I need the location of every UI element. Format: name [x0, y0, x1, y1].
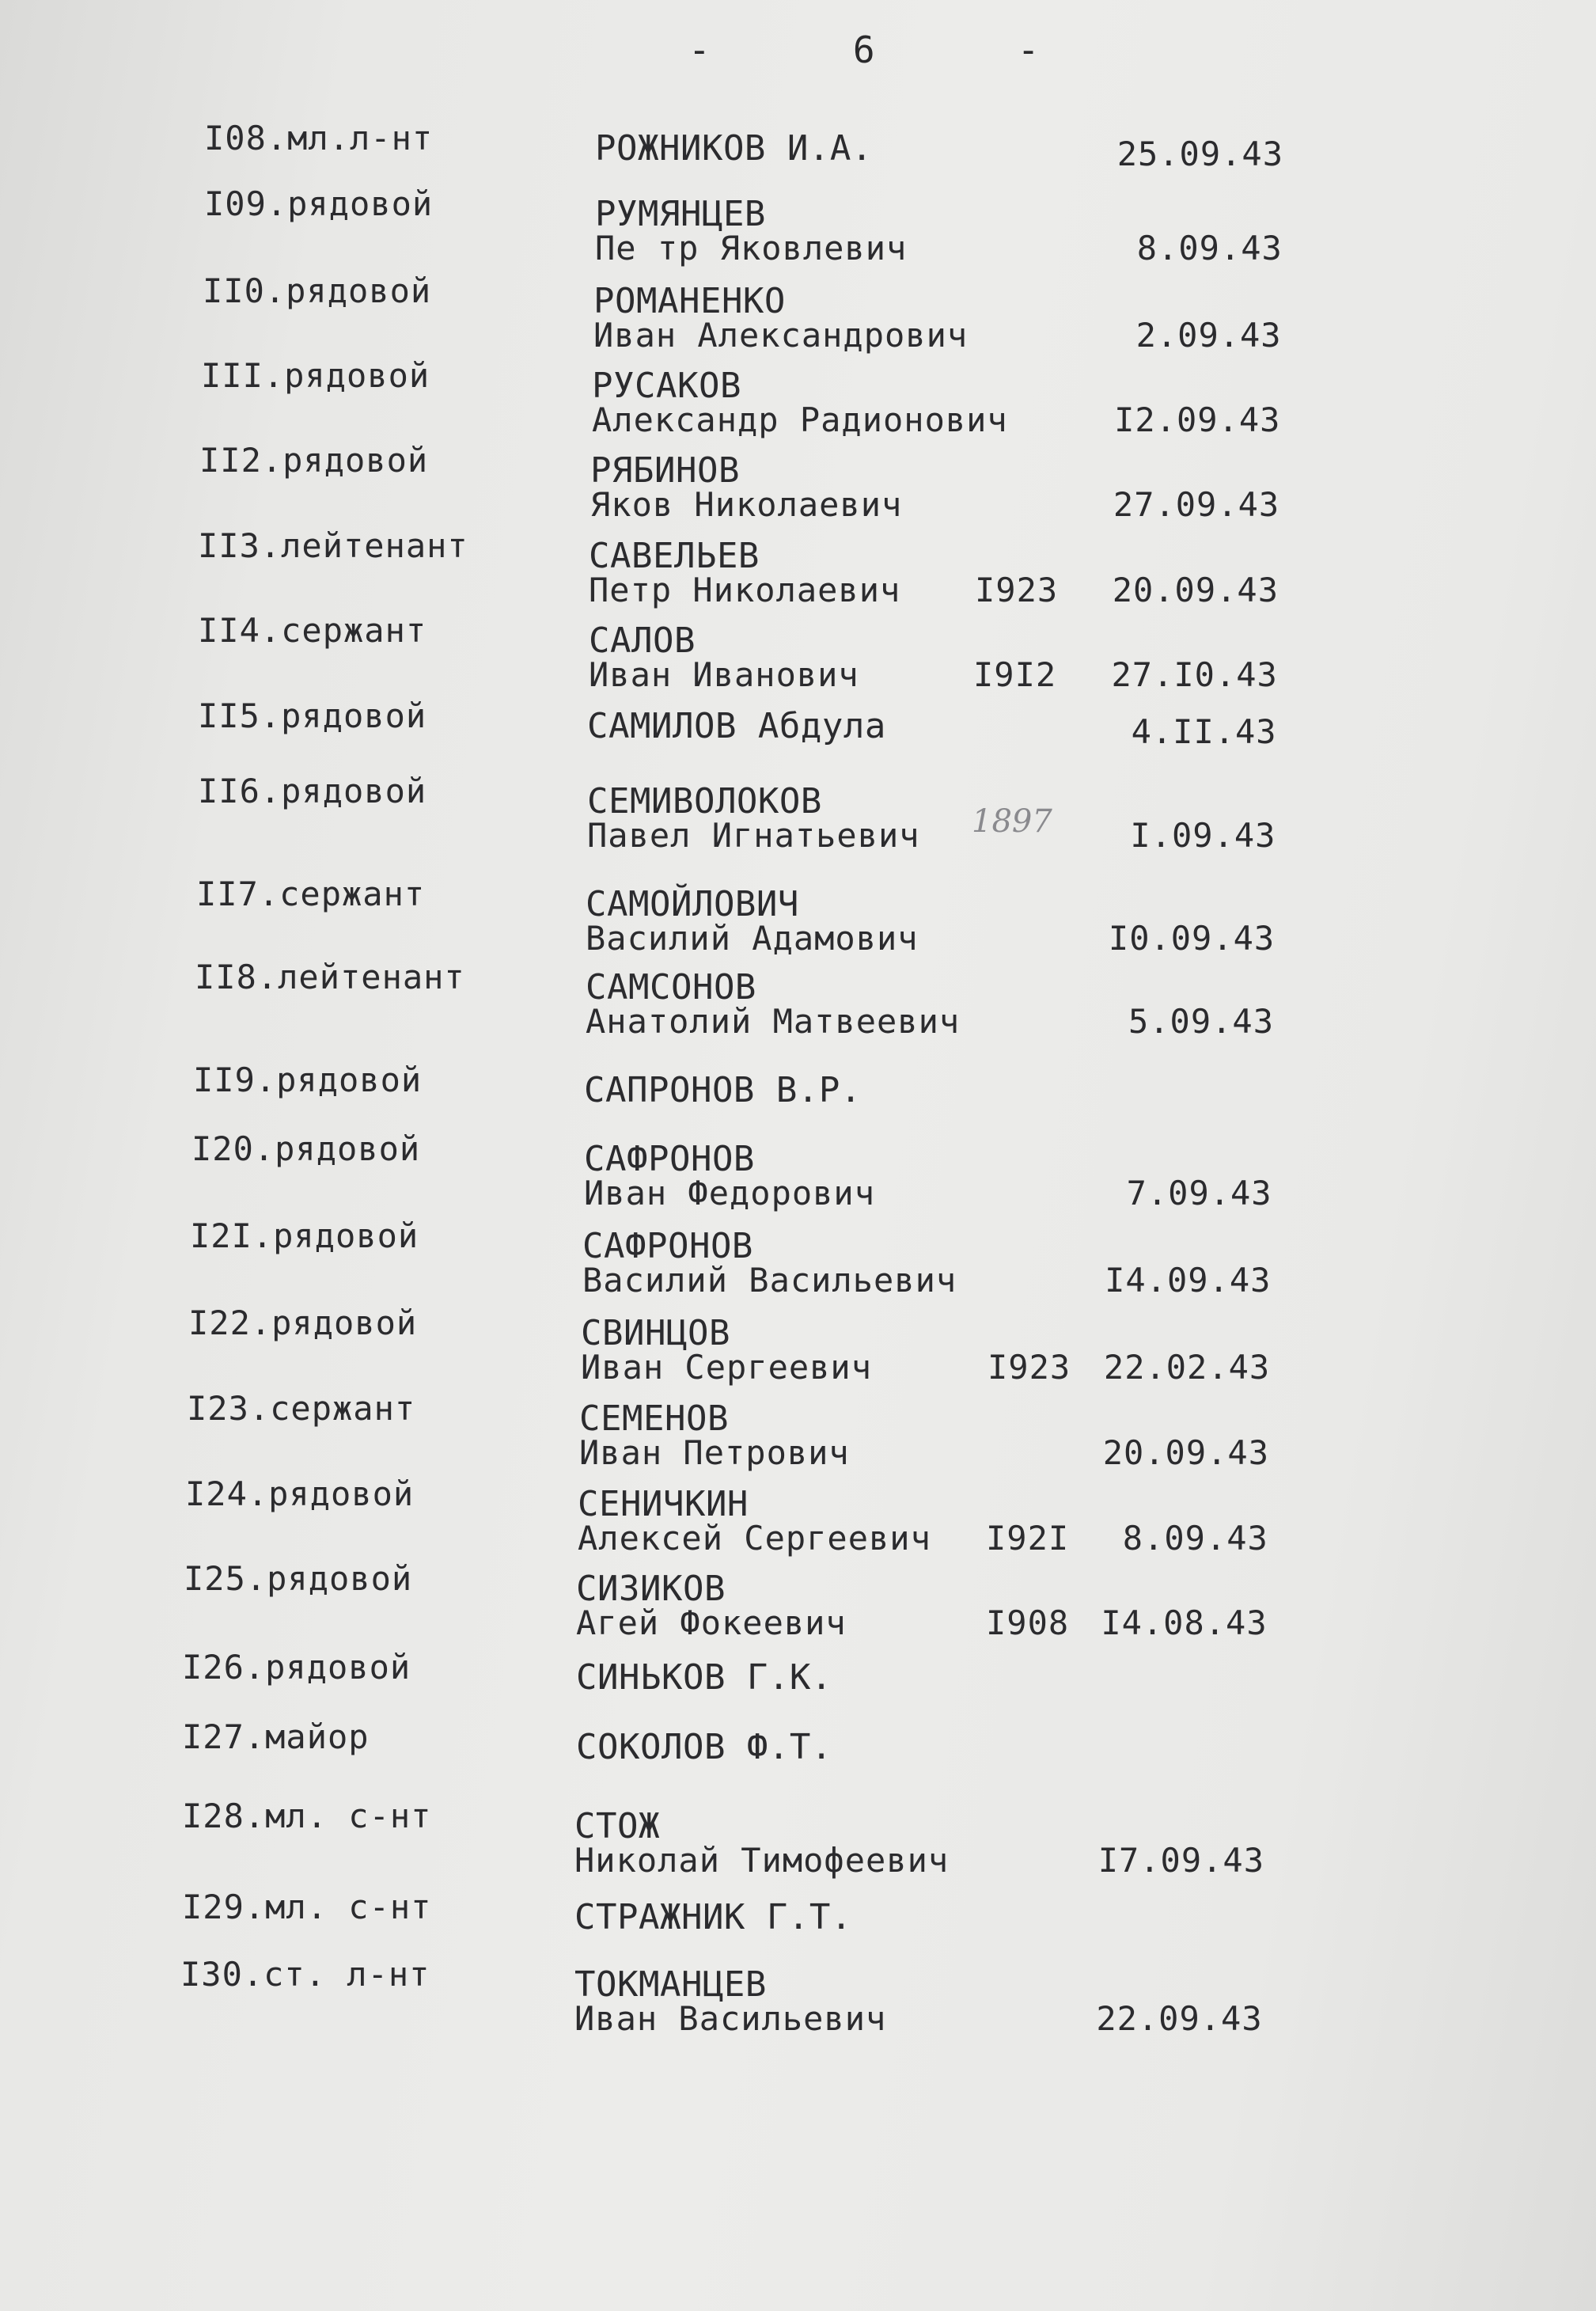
birth-year: I908	[986, 1603, 1070, 1642]
given-names: Василий Адамович	[586, 919, 919, 958]
date: 5.09.43	[1128, 1002, 1274, 1041]
birth-year: I923	[988, 1348, 1071, 1387]
date: 8.09.43	[1136, 229, 1283, 268]
page-number: - 6 -	[688, 28, 1041, 71]
rank-label: I09.рядовой	[204, 184, 434, 223]
rank-label: II0.рядовой	[203, 271, 432, 310]
surname: ТОКМАНЦЕВ	[574, 1964, 767, 2005]
birth-year: I92I	[986, 1519, 1070, 1558]
rank-label: I30.ст. л-нт	[180, 1955, 430, 1994]
rank-label: III.рядовой	[201, 356, 430, 395]
birth-year: I9I2	[973, 655, 1057, 694]
given-names: Александр Радионович	[592, 400, 1008, 439]
list-item	[0, 356, 1596, 439]
rank-label: II9.рядовой	[193, 1061, 423, 1099]
date: 27.09.43	[1113, 485, 1280, 524]
date: 22.09.43	[1096, 1999, 1263, 2038]
date: 22.02.43	[1103, 1348, 1271, 1387]
list-item	[0, 1474, 1596, 1558]
given-names: Агей Фокеевич	[576, 1603, 847, 1642]
rank-label: I27.майор	[182, 1717, 370, 1756]
given-names: Павел Игнатьевич	[587, 816, 920, 855]
list-item	[0, 441, 1596, 524]
given-names: Иван Васильевич	[574, 1999, 887, 2038]
list-item	[0, 1717, 1596, 1797]
list-item	[0, 772, 1596, 855]
list-item	[0, 696, 1596, 776]
surname: СЕНИЧКИН	[578, 1484, 749, 1524]
date: 2.09.43	[1135, 316, 1282, 355]
date: I0.09.43	[1108, 919, 1276, 958]
surname: САФРОНОВ	[582, 1226, 753, 1266]
date: 4.II.43	[1131, 712, 1277, 751]
birth-year: I923	[975, 571, 1059, 609]
surname: СОКОЛОВ Ф.Т.	[576, 1727, 832, 1767]
surname: РОЖНИКОВ И.А.	[595, 128, 873, 169]
given-names: Анатолий Матвеевич	[586, 1002, 961, 1041]
given-names: Пе тр Яковлевич	[595, 229, 908, 268]
rank-label: I25.рядовой	[184, 1559, 413, 1598]
list-item	[0, 1389, 1596, 1472]
list-item	[0, 958, 1596, 1041]
list-item	[0, 1955, 1596, 2038]
surname: СЕМИВОЛОКОВ	[587, 781, 822, 822]
surname: РУМЯНЦЕВ	[595, 194, 766, 234]
surname: СТОЖ	[574, 1806, 660, 1846]
surname: СВИНЦОВ	[581, 1313, 730, 1353]
surname: САМОЙЛОВИЧ	[586, 884, 799, 924]
date: 20.09.43	[1102, 1433, 1269, 1472]
surname: СИЗИКОВ	[576, 1569, 726, 1609]
rank-label: II5.рядовой	[198, 696, 427, 735]
rank-label: I08.мл.л-нт	[204, 119, 434, 157]
given-names: Иван Федорович	[584, 1174, 876, 1212]
rank-label: I2I.рядовой	[190, 1216, 419, 1255]
rank-label: II8.лейтенант	[195, 958, 465, 996]
given-names: Николай Тимофеевич	[574, 1841, 950, 1880]
date: 7.09.43	[1126, 1174, 1272, 1212]
surname: РОМАНЕНКО	[593, 281, 786, 321]
surname: САФРОНОВ	[584, 1139, 755, 1179]
list-item	[0, 1559, 1596, 1642]
list-item	[0, 1797, 1596, 1880]
rank-label: II4.сержант	[198, 611, 427, 650]
surname: СЕМЕНОВ	[579, 1398, 729, 1439]
surname: САВЕЛЬЕВ	[589, 536, 760, 576]
rank-label: I24.рядовой	[185, 1474, 415, 1513]
date: 20.09.43	[1112, 571, 1279, 609]
list-item	[0, 875, 1596, 958]
rank-label: I28.мл. с-нт	[182, 1797, 432, 1835]
given-names: Петр Николаевич	[589, 571, 901, 609]
rank-label: I29.мл. с-нт	[182, 1888, 432, 1926]
list-item	[0, 1303, 1596, 1387]
list-item	[0, 526, 1596, 609]
given-names: Иван Петрович	[579, 1433, 850, 1472]
date: I4.09.43	[1105, 1261, 1272, 1300]
list-item	[0, 1216, 1596, 1300]
handwritten-note: 1897	[972, 803, 1052, 840]
list-item	[0, 184, 1596, 268]
surname: СТРАЖНИК Г.Т.	[574, 1897, 852, 1937]
surname: САМСОНОВ	[586, 967, 756, 1008]
list-item	[0, 1129, 1596, 1212]
rank-label: II3.лейтенант	[198, 526, 468, 565]
surname: САПРОНОВ В.Р.	[584, 1070, 862, 1110]
rank-label: I22.рядовой	[188, 1303, 418, 1342]
surname: САМИЛОВ Абдула	[587, 706, 886, 746]
list-item	[0, 1061, 1596, 1140]
given-names: Иван Александрович	[593, 316, 969, 355]
rank-label: I20.рядовой	[191, 1129, 421, 1168]
rank-label: II7.сержант	[196, 875, 426, 913]
given-names: Яков Николаевич	[590, 485, 903, 524]
list-item	[0, 611, 1596, 694]
rank-label: II2.рядовой	[199, 441, 429, 480]
given-names: Алексей Сергеевич	[578, 1519, 931, 1558]
list-item	[0, 271, 1596, 355]
date: I2.09.43	[1114, 400, 1281, 439]
rank-label: I26.рядовой	[182, 1648, 411, 1687]
rank-label: I23.сержант	[187, 1389, 416, 1428]
date: I.09.43	[1130, 816, 1276, 855]
date: 27.I0.43	[1111, 655, 1278, 694]
given-names: Иван Иванович	[589, 655, 859, 694]
surname: САЛОВ	[589, 620, 696, 661]
date: 25.09.43	[1116, 135, 1283, 173]
date: 8.09.43	[1122, 1519, 1268, 1558]
date: I4.08.43	[1101, 1603, 1268, 1642]
date: I7.09.43	[1097, 1841, 1264, 1880]
list-item	[0, 1648, 1596, 1727]
surname: РУСАКОВ	[592, 366, 741, 406]
surname: СИНЬКОВ Г.К.	[576, 1657, 832, 1698]
surname: РЯБИНОВ	[590, 450, 740, 491]
given-names: Иван Сергеевич	[581, 1348, 873, 1387]
rank-label: II6.рядовой	[198, 772, 427, 810]
given-names: Василий Васильевич	[582, 1261, 957, 1300]
